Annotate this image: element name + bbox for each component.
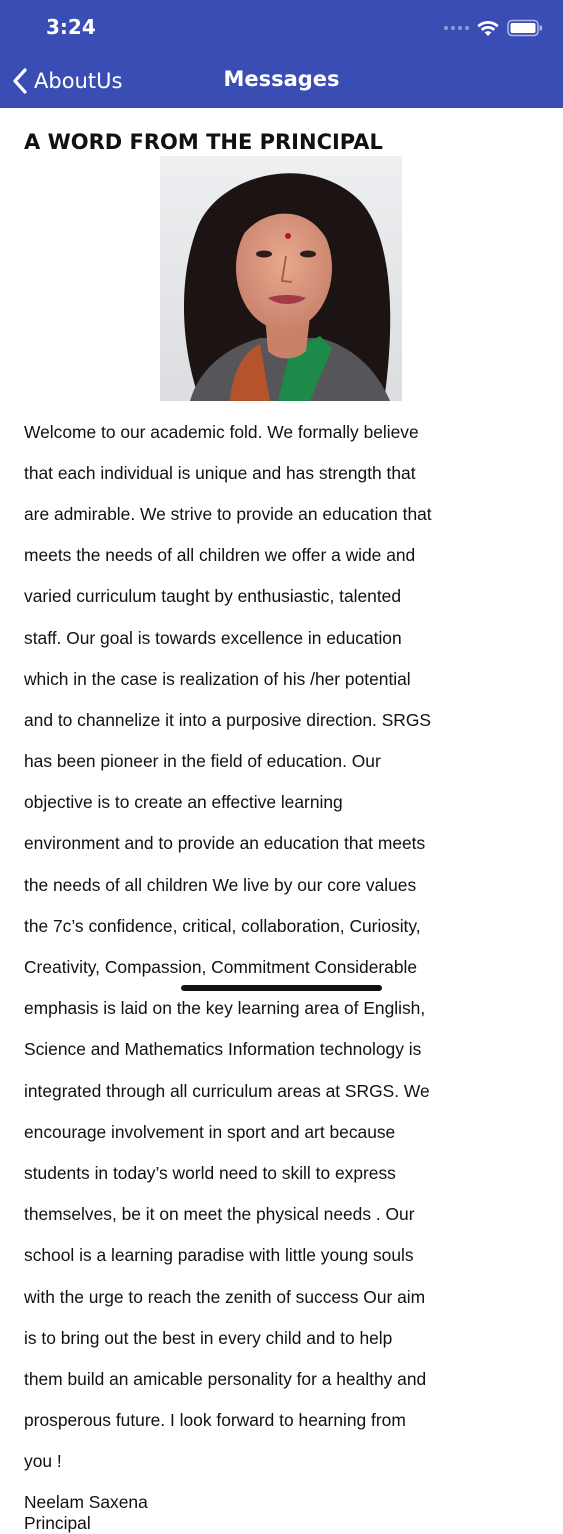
- message-content: [24, 128, 544, 1534]
- message-line: encourage involvement in sport and art because: [24, 1121, 396, 1142]
- signature-name: Neelam Saxena: [24, 1492, 148, 1513]
- message-line: which in the case is realization of his /her potential: [24, 668, 411, 689]
- message-line: emphasis is laid on the key learning area of English,: [24, 998, 426, 1019]
- message-line: prosperous future. I look forward to hearning from: [24, 1410, 406, 1431]
- navigation-bar: [0, 0, 563, 108]
- signature-title: Principal: [24, 1513, 91, 1534]
- message-line: that each individual is unique and has strength that: [24, 462, 416, 483]
- message-line: you !: [24, 1451, 62, 1472]
- message-line: school is a learning paradise with little young souls: [24, 1245, 414, 1266]
- message-line: Creativity, Compassion, Commitment Considerable: [24, 957, 418, 978]
- message-line: is to bring out the best in every child and to help: [24, 1327, 393, 1348]
- message-line: environment and to provide an education that meets: [24, 833, 426, 854]
- message-heading: A WORD FROM THE PRINCIPAL: [24, 130, 383, 154]
- message-line: the needs of all children We live by our core values: [24, 874, 417, 895]
- message-line: Welcome to our academic fold. We formally believe: [24, 421, 419, 442]
- message-line: them build an amicable personality for a healthy and: [24, 1368, 427, 1389]
- signal-icon: [444, 26, 469, 30]
- status-icons: [444, 16, 543, 40]
- message-line: Science and Mathematics Information technology is: [24, 1039, 422, 1060]
- wifi-icon: [477, 20, 499, 37]
- message-line: themselves, be it on meet the physical needs . Our: [24, 1204, 415, 1225]
- principal-photo: [160, 156, 402, 401]
- message-body: [24, 401, 544, 1492]
- message-line: objective is to create an effective learning: [24, 792, 343, 813]
- message-line: has been pioneer in the field of education. Our: [24, 751, 381, 772]
- message-line: integrated through all curriculum areas at SRGS. We: [24, 1080, 430, 1101]
- message-line: are admirable. We strive to provide an education that: [24, 503, 432, 524]
- back-button-label: AboutUs: [34, 69, 123, 93]
- message-line: with the urge to reach the zenith of success Our aim: [24, 1286, 426, 1307]
- message-line: meets the needs of all children we offer a wide and: [24, 545, 416, 566]
- message-line: varied curriculum taught by enthusiastic, talented: [24, 586, 401, 607]
- portrait-illustration: [160, 156, 402, 401]
- battery-icon: [507, 19, 543, 37]
- page-title: Messages: [223, 67, 340, 91]
- status-time: 3:24: [46, 15, 96, 39]
- message-line: and to channelize it into a purposive direction. SRGS: [24, 709, 431, 730]
- message-line: staff. Our goal is towards excellence in education: [24, 627, 402, 648]
- message-line: the 7c’s confidence, critical, collaboration, Curiosity,: [24, 915, 421, 936]
- message-line: students in today’s world need to skill to express: [24, 1162, 396, 1183]
- home-indicator[interactable]: [181, 985, 382, 991]
